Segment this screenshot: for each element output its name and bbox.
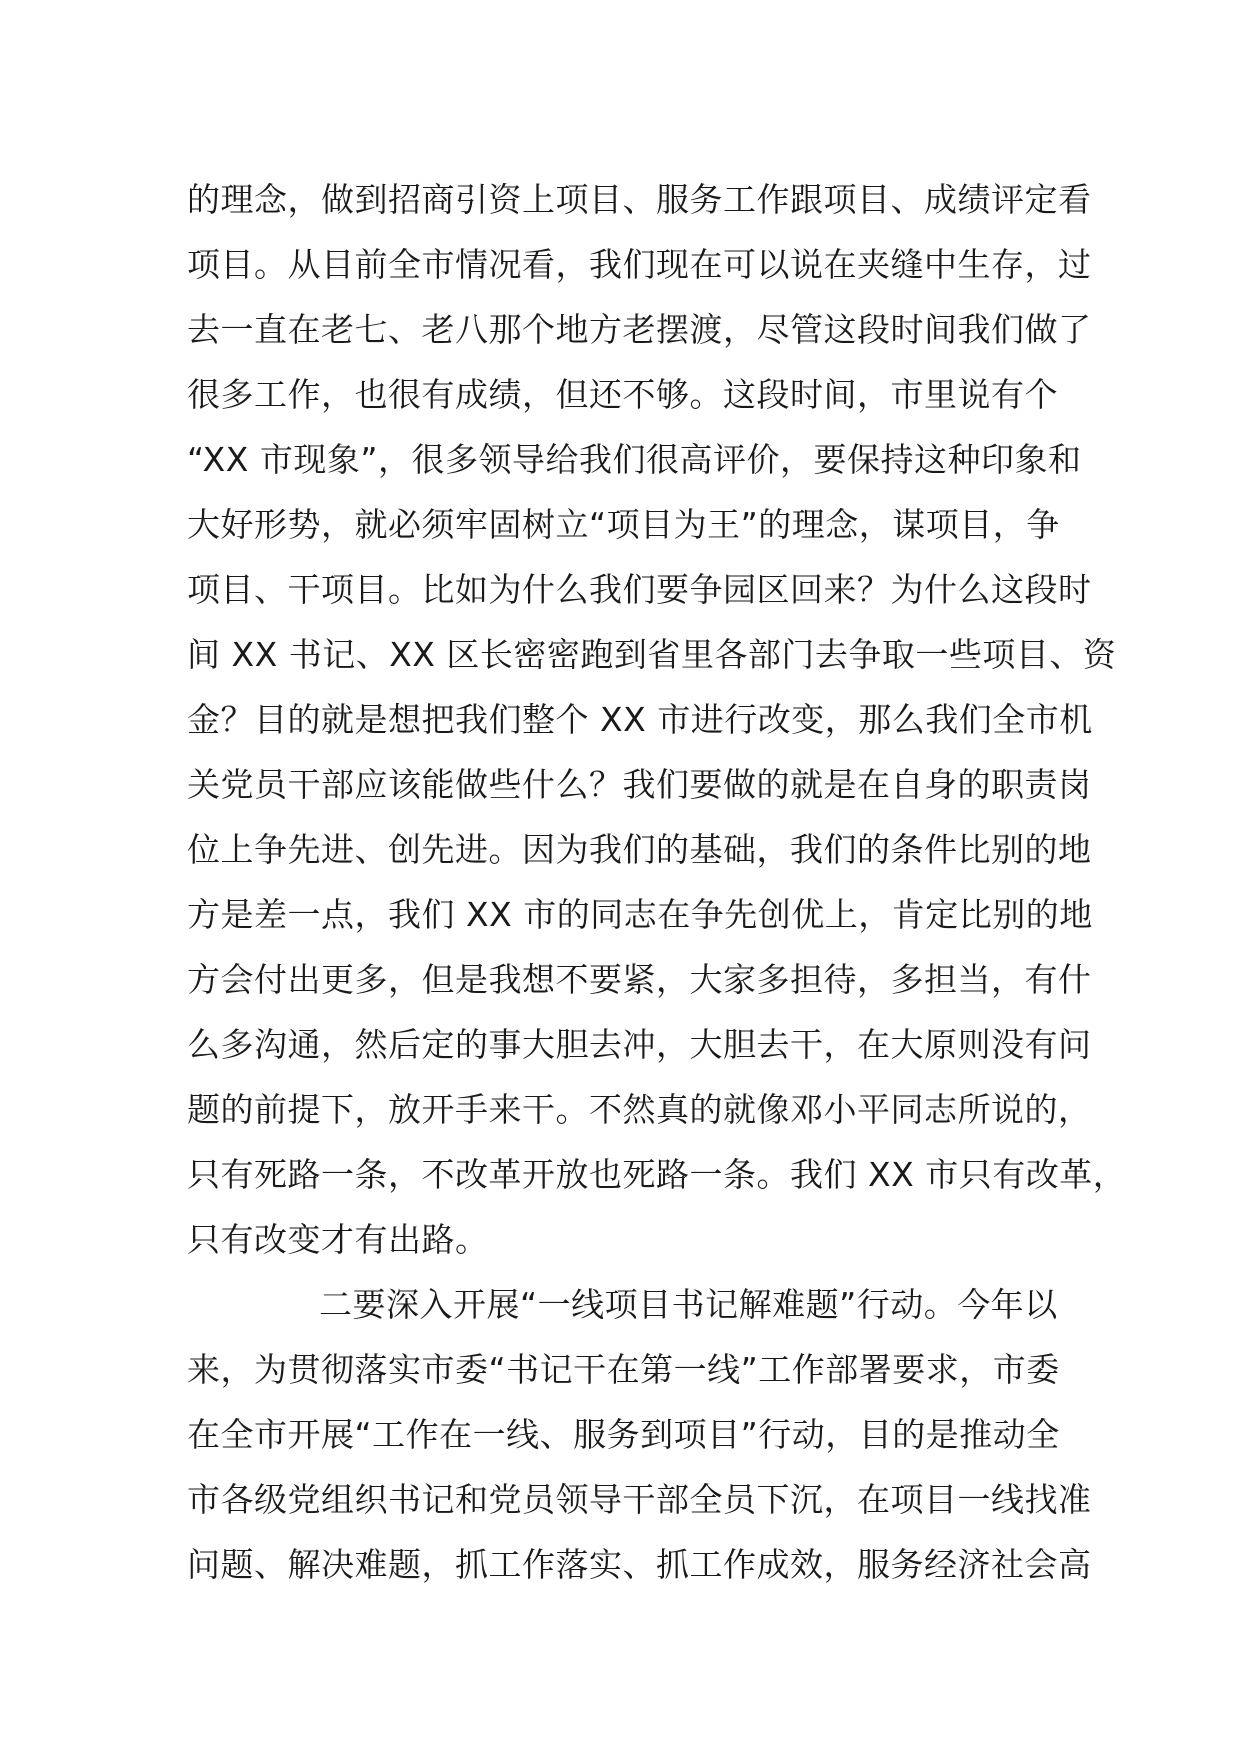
text-line: 去一直在老七、老八那个地方老摆渡，尽管这段时间我们做了 xyxy=(187,310,1092,349)
text-line: 方会付出更多，但是我想不要紧，大家多担待，多担当，有什 xyxy=(187,960,1092,999)
text-line: 间 XX 书记、XX 区长密密跑到省里各部门去争取一些项目、资 xyxy=(187,635,1117,674)
text-line: 很多工作，也很有成绩，但还不够。这段时间，市里说有个 xyxy=(187,375,1058,414)
text-line: 市各级党组织书记和党员领导干部全员下沉，在项目一线找准 xyxy=(187,1480,1092,1519)
text-line: 题的前提下，放开手来干。不然真的就像邓小平同志所说的， xyxy=(187,1090,1092,1129)
text-line: 在全市开展“工作在一线、服务到项目”行动，目的是推动全 xyxy=(187,1415,1060,1454)
text-line: 大好形势，就必须牢固树立“项目为王”的理念，谋项目，争 xyxy=(187,505,1060,544)
document-body xyxy=(187,167,1127,1597)
paragraph-continued xyxy=(187,167,1127,1272)
text-line: 方是差一点，我们 XX 市的同志在争先创优上，肯定比别的地 xyxy=(187,895,1093,934)
text-line-indented: 二要深入开展“一线项目书记解难题”行动。今年以 xyxy=(319,1285,1058,1324)
text-line: 的理念，做到招商引资上项目、服务工作跟项目、成绩评定看 xyxy=(187,180,1092,219)
text-line: 只有死路一条，不改革开放也死路一条。我们 XX 市只有改革， xyxy=(187,1155,1127,1194)
paragraph-two xyxy=(187,1272,1092,1597)
text-line: 来，为贯彻落实市委“书记干在第一线”工作部署要求，市委 xyxy=(187,1350,1060,1389)
text-line: 么多沟通，然后定的事大胆去冲，大胆去干，在大原则没有问 xyxy=(187,1025,1092,1064)
text-line: 关党员干部应该能做些什么？我们要做的就是在自身的职责岗 xyxy=(187,765,1092,804)
text-line: 位上争先进、创先进。因为我们的基础，我们的条件比别的地 xyxy=(187,830,1092,869)
text-line: 金？目的就是想把我们整个 XX 市进行改变，那么我们全市机 xyxy=(187,700,1093,739)
text-line: 项目。从目前全市情况看，我们现在可以说在夹缝中生存，过 xyxy=(187,245,1092,284)
text-line: 项目、干项目。比如为什么我们要争园区回来？为什么这段时 xyxy=(187,570,1092,609)
text-line: 只有改变才有出路。 xyxy=(187,1220,489,1259)
text-line: 问题、解决难题，抓工作落实、抓工作成效，服务经济社会高 xyxy=(187,1545,1092,1584)
text-line: “XX 市现象”，很多领导给我们很高评价，要保持这种印象和 xyxy=(187,440,1082,479)
